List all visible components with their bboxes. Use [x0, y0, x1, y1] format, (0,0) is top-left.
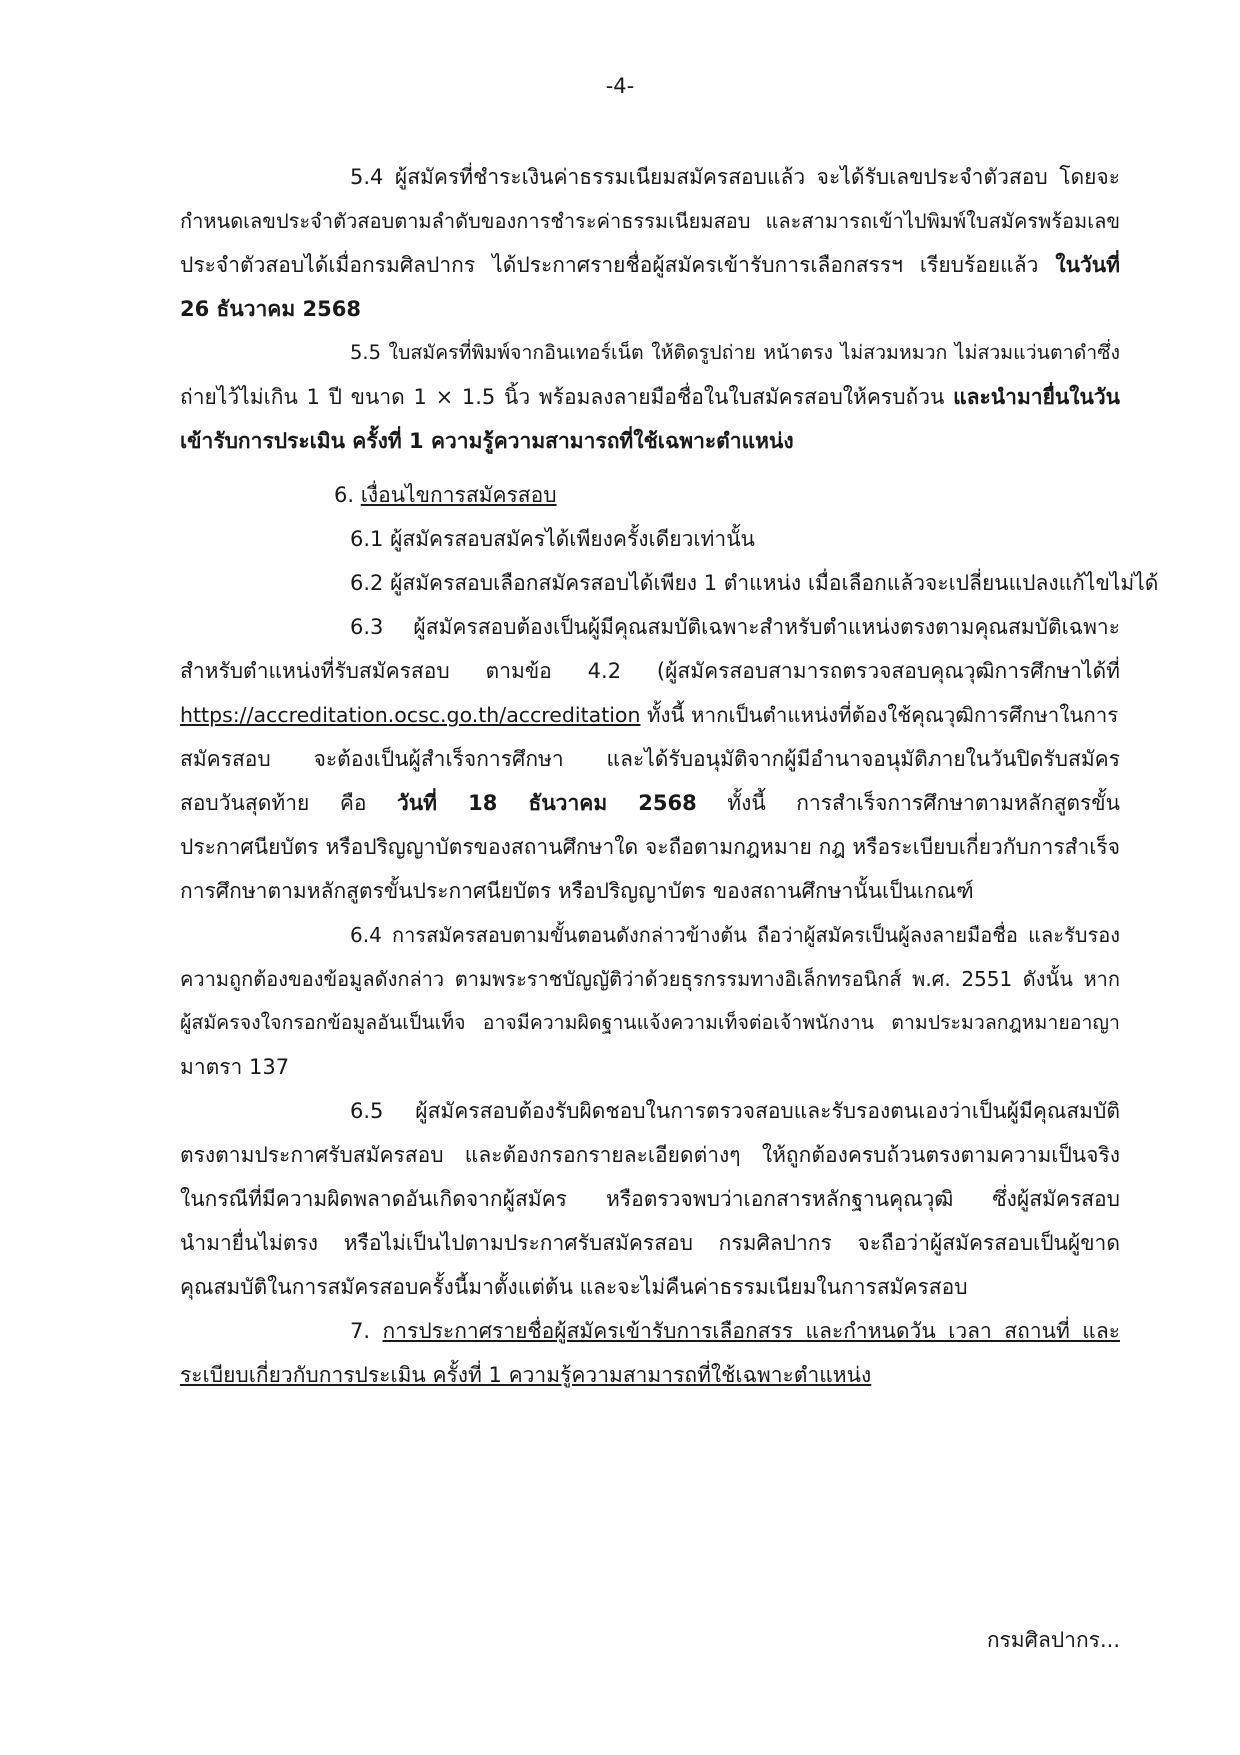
- s64-line-3: ผู้สมัครจงใจกรอกข้อมูลอันเป็นเท็จ อาจมีความผิดฐานแจ้งความเท็จต่อเจ้าพนักงาน ตามประมวลกฎหมายอาญา: [180, 1011, 1120, 1034]
- s54-line-3-bold: ในวันที่: [1055, 253, 1120, 277]
- s63-line-5-a: สอบวันสุดท้าย คือ: [180, 791, 397, 815]
- s63-line-2: สำหรับตำแหน่งที่รับสมัครสอบ ตามข้อ 4.2 (ผู้สมัครสอบสามารถตรวจสอบคุณวุฒิการศึกษาได้ที่: [180, 659, 1120, 683]
- s6-heading: [334, 480, 1120, 510]
- s65-line-2: ตรงตามประกาศรับสมัครสอบ และต้องกรอกรายละเอียดต่างๆ ให้ถูกต้องครบถ้วนตรงตามความเป็นจริง: [180, 1143, 1120, 1167]
- accreditation-link[interactable]: https://accreditation.ocsc.go.th/accreditation: [180, 703, 641, 727]
- s63-line-3-text: ทั้งนี้ หากเป็นตำแหน่งที่ต้องใช้คุณวุฒิการศึกษาในการ: [640, 703, 1119, 727]
- s63-line-3: [180, 700, 1120, 730]
- s6-heading-text: เงื่อนไขการสมัครสอบ: [360, 483, 557, 507]
- continuation-footer: กรมศิลปากร...: [986, 1628, 1120, 1652]
- s7-heading-text-1: การประกาศรายชื่อผู้สมัครเข้ารับการเลือกสรร และกำหนดวัน เวลา สถานที่ และ: [382, 1319, 1120, 1343]
- s55-line-2-bold: และนำมายื่นในวัน: [953, 385, 1120, 409]
- s63-line-5: [180, 788, 1120, 818]
- s62-line: 6.2 ผู้สมัครสอบเลือกสมัครสอบได้เพียง 1 ตำแหน่ง เมื่อเลือกแล้วจะเปลี่ยนแปลงแก้ไขไม่ได้: [350, 571, 1159, 595]
- s54-line-3-text: ประจำตัวสอบได้เมื่อกรมศิลปากร ได้ประกาศรายชื่อผู้สมัครเข้ารับการเลือกสรรฯ เรียบร้อยแล้ว: [180, 253, 1056, 277]
- s55-line-3: เข้ารับการประเมิน ครั้งที่ 1 ความรู้ความสามารถที่ใช้เฉพาะตำแหน่ง: [180, 429, 794, 453]
- s65-line-1: 6.5 ผู้สมัครสอบต้องรับผิดชอบในการตรวจสอบและรับรองตนเองว่าเป็นผู้มีคุณสมบัติ: [350, 1099, 1120, 1123]
- s63-line-7: การศึกษาตามหลักสูตรขั้นประกาศนียบัตร หรือปริญญาบัตร ของสถานศึกษานั้นเป็นเกณฑ์: [180, 879, 974, 903]
- s7-number: 7.: [350, 1319, 383, 1343]
- s61-line: 6.1 ผู้สมัครสอบสมัครได้เพียงครั้งเดียวเท่านั้น: [350, 527, 755, 551]
- s54-line-2: กำหนดเลขประจำตัวสอบตามลำดับของการชำระค่าธรรมเนียมสอบ และสามารถเข้าไปพิมพ์ใบสมัครพร้อมเลข: [180, 209, 1120, 233]
- s7-heading-line-2: ระเบียบเกี่ยวกับการประเมิน ครั้งที่ 1 ความรู้ความสามารถที่ใช้เฉพาะตำแหน่ง: [180, 1363, 872, 1387]
- s55-line-2: [180, 382, 1120, 412]
- s54-line-3: [180, 250, 1120, 280]
- page-number: -4-: [605, 74, 635, 98]
- s6-number: 6.: [334, 483, 361, 507]
- s64-line-1: 6.4 การสมัครสอบตามขั้นตอนดังกล่าวข้างต้น ถือว่าผู้สมัครเป็นผู้ลงลายมือชื่อ และรับรอง: [350, 923, 1120, 947]
- s63-line-5-c: ทั้งนี้ การสำเร็จการศึกษาตามหลักสูตรขั้น: [696, 791, 1121, 815]
- s63-line-6: ประกาศนียบัตร หรือปริญญาบัตรของสถานศึกษาใด จะถือตามกฎหมาย กฎ หรือระเบียบเกี่ยวกับการสำเร็จ: [180, 835, 1120, 859]
- s64-line-2: ความถูกต้องของข้อมูลดังกล่าว ตามพระราชบัญญัติว่าด้วยธุรกรรมทางอิเล็กทรอนิกส์ พ.ศ. 2551 ดังนั้น หาก: [180, 967, 1120, 991]
- s63-deadline-date: วันที่ 18 ธันวาคม 2568: [397, 791, 697, 815]
- s55-line-2-text: ถ่ายไว้ไม่เกิน 1 ปี ขนาด 1 × 1.5 นิ้ว พร้อมลงลายมือชื่อในใบสมัครสอบให้ครบถ้วน: [180, 385, 954, 409]
- s65-line-4: นำมายื่นไม่ตรง หรือไม่เป็นไปตามประกาศรับสมัครสอบ กรมศิลปากร จะถือว่าผู้สมัครสอบเป็นผู้ขาด: [180, 1231, 1120, 1255]
- s55-line-1: 5.5 ใบสมัครที่พิมพ์จากอินเทอร์เน็ต ให้ติดรูปถ่าย หน้าตรง ไม่สวมหมวก ไม่สวมแว่นตาดำซึ่ง: [350, 341, 1120, 364]
- s7-heading-line-1: [350, 1316, 1120, 1346]
- s65-line-5: คุณสมบัติในการสมัครสอบครั้งนี้มาตั้งแต่ต้น และจะไม่คืนค่าธรรมเนียมในการสมัครสอบ: [180, 1275, 968, 1299]
- s54-line-4: 26 ธันวาคม 2568: [180, 297, 361, 321]
- s63-line-4: สมัครสอบ จะต้องเป็นผู้สำเร็จการศึกษา และได้รับอนุมัติจากผู้มีอำนาจอนุมัติภายในวันปิดรับสมัคร: [180, 747, 1120, 771]
- s63-line-1: 6.3 ผู้สมัครสอบต้องเป็นผู้มีคุณสมบัติเฉพาะสำหรับตำแหน่งตรงตามคุณสมบัติเฉพาะ: [350, 615, 1120, 639]
- s54-line-1: 5.4 ผู้สมัครที่ชำระเงินค่าธรรมเนียมสมัครสอบแล้ว จะได้รับเลขประจำตัวสอบ โดยจะ: [350, 165, 1120, 189]
- s64-line-4: มาตรา 137: [180, 1055, 290, 1079]
- s65-line-3: ในกรณีที่มีความผิดพลาดอันเกิดจากผู้สมัคร หรือตรวจพบว่าเอกสารหลักฐานคุณวุฒิ ซึ่งผู้สมัครสอบ: [180, 1187, 1120, 1211]
